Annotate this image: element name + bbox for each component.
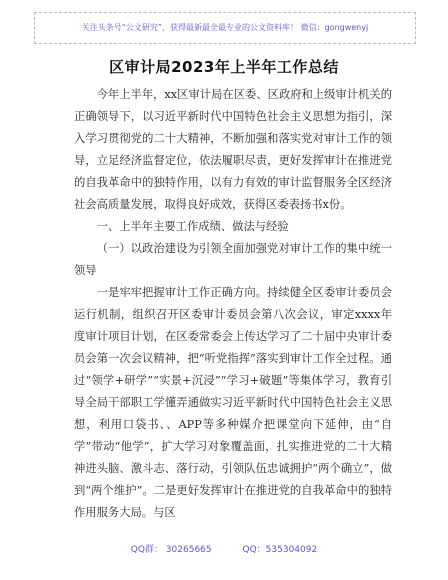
document-title: 区审计局2023年上半年工作总结 — [109, 58, 339, 76]
subsection-heading: （一）以政治建设为引领全面加强党对审计工作的集中统一领导 — [74, 242, 392, 277]
document-body — [74, 84, 392, 524]
promo-banner: 关注头条号“公文研究”，获得最新最全最专业的公文资料库！ 微信：gongwenyj — [34, 12, 416, 44]
qq-group-text: QQ群： 30265665 — [130, 545, 212, 555]
intro-paragraph: 今年上半年，xx区审计局在区委、区政府和上级审计机关的正确领导下，以习近平新时代中国特色社会主义思想为指引，深入学习贯彻党的二十大精神，不断加强和落实党对审计工作的领导，立足经济监督定位，依法履职尽责，更好发挥审计在推进党的自我革命中的独特作用，以有力有效的审计监督服务全区经济社会高质量发展，取得良好成效，获得区委表扬书x份。 — [74, 88, 392, 211]
contact-footer — [0, 542, 448, 555]
qq-text: QQ：535304092 — [242, 545, 318, 555]
body-paragraph: 一是牢牢把握审计工作正确方向。持续健全区委审计委员会运行机制，组织召开区委审计委员会第八次会议，审定xxxx年度审计项目计划，在区委常委会上传达学习了二十届中央审计委员会第一次会议精神，把“听党指挥”落实到审计工作全过程。通过“领学+研学”“实景+沉浸”“学习+破题”等集体学习，教育引导全局干部职工学懂弄通做实习近平新时代中国特色社会主义思想，利用口袋书、、APP等多种媒介把课堂向下延伸，由“自学”带动“他学”，扩大学习对象覆盖面，扎实推进党的二十大精神进头脑、激斗志、落行动，引领队伍忠诚拥护“两个确立”，做到“两个维护”。二是更好发挥审计在推进党的自我革命中的独特作用服务大局。与区 — [74, 286, 392, 519]
section-heading: 一、上半年主要工作成绩、做法与经验 — [96, 220, 289, 233]
